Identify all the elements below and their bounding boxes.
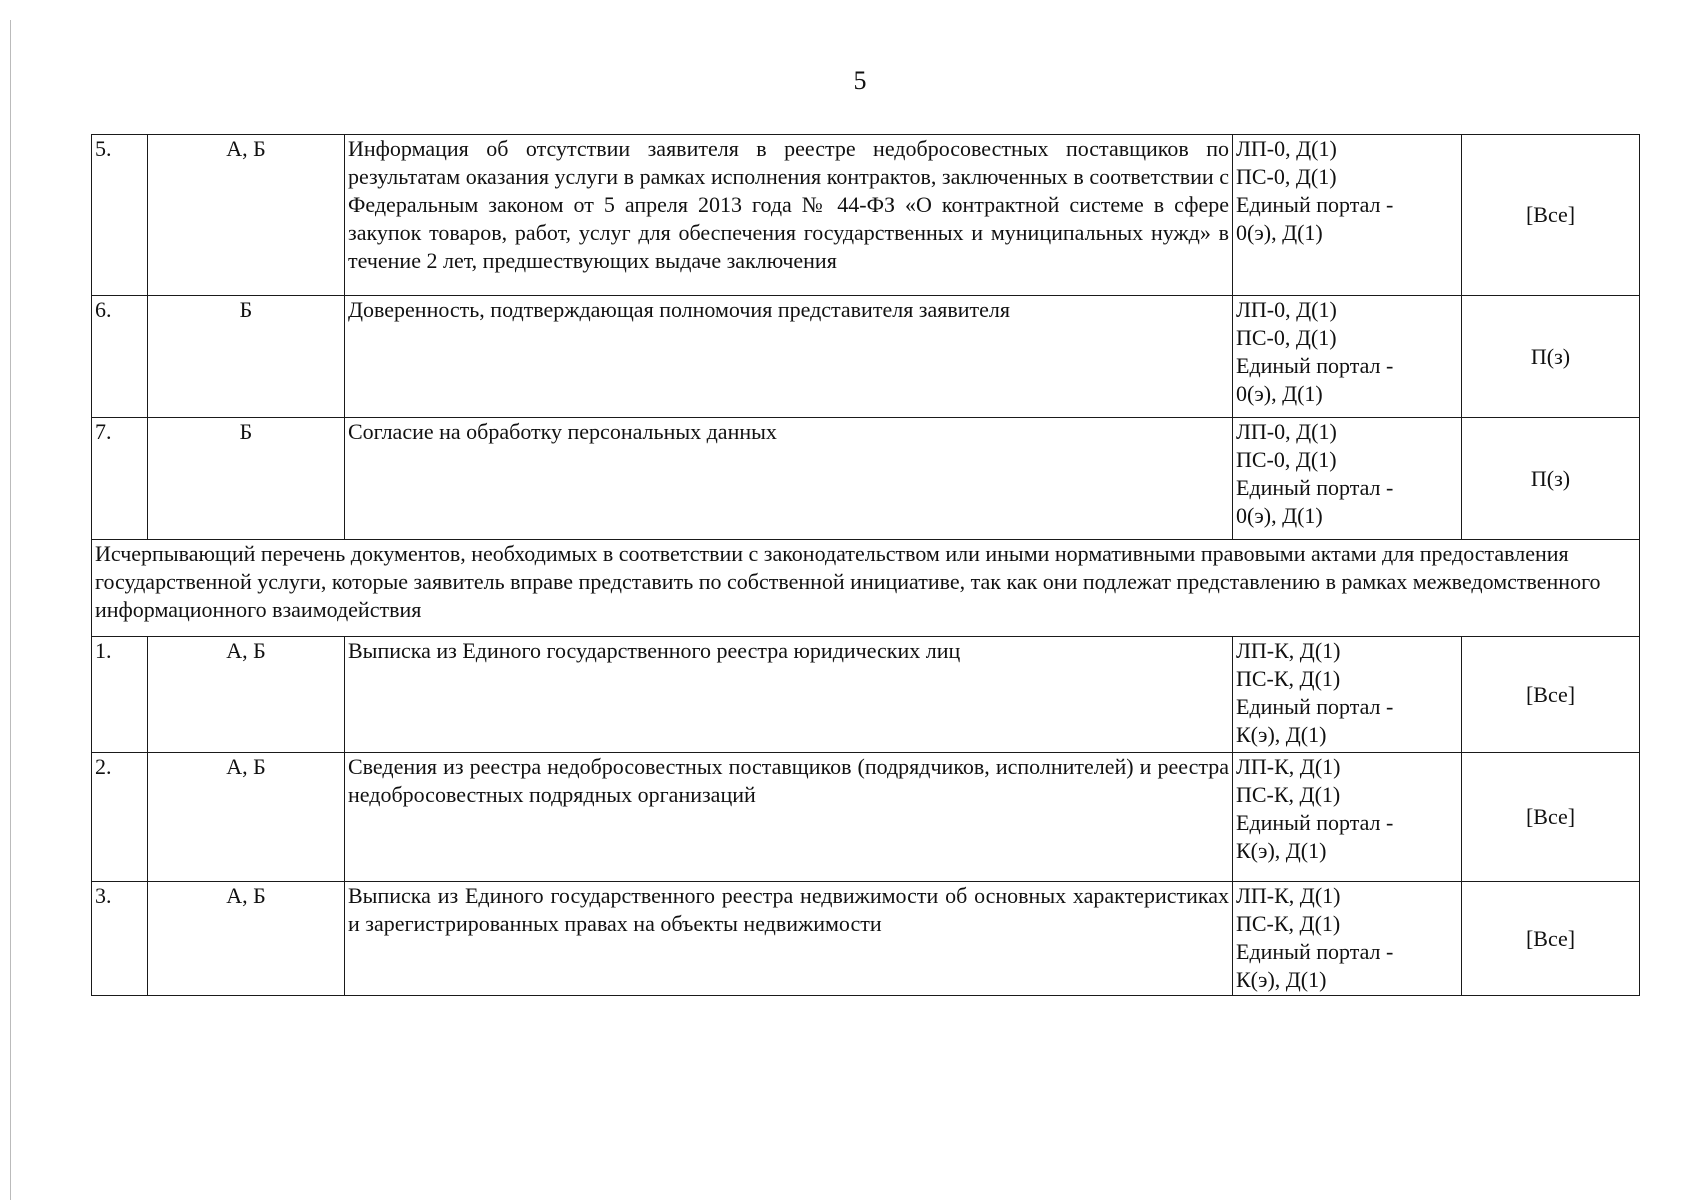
row-description: Доверенность, подтверждающая полномочия представителя заявителя <box>345 296 1233 418</box>
row-number: 6. <box>92 296 148 418</box>
row-category: Б <box>148 296 345 418</box>
format-line: ЛП-К, Д(1) <box>1236 638 1341 663</box>
table-row <box>92 135 1640 296</box>
row-description: Выписка из Единого государственного реестра юридических лиц <box>345 637 1233 753</box>
row-number: 3. <box>92 882 148 996</box>
row-format <box>1233 135 1462 296</box>
format-line: ЛП-0, Д(1) <box>1236 136 1337 161</box>
row-description: Выписка из Единого государственного реестра недвижимости об основных характеристиках и зарегистрированных правах на объекты недвижимости <box>345 882 1233 996</box>
row-format <box>1233 753 1462 882</box>
row-result: [Все] <box>1462 753 1640 882</box>
section-header-row <box>92 540 1640 637</box>
row-result: [Все] <box>1462 882 1640 996</box>
row-category: Б <box>148 418 345 540</box>
row-category: А, Б <box>148 753 345 882</box>
format-line: Единый портал - <box>1236 475 1394 500</box>
page-edge-line <box>10 20 11 1200</box>
format-line: К(э), Д(1) <box>1236 722 1327 747</box>
format-line: 0(э), Д(1) <box>1236 381 1323 406</box>
row-result: [Все] <box>1462 637 1640 753</box>
format-line: ПС-0, Д(1) <box>1236 164 1337 189</box>
row-number: 2. <box>92 753 148 882</box>
row-number: 7. <box>92 418 148 540</box>
format-line: Единый портал - <box>1236 192 1394 217</box>
row-format <box>1233 637 1462 753</box>
row-number: 5. <box>92 135 148 296</box>
format-line: ПС-К, Д(1) <box>1236 666 1341 691</box>
format-line: ПС-К, Д(1) <box>1236 782 1341 807</box>
row-result: [Все] <box>1462 135 1640 296</box>
format-line: ЛП-К, Д(1) <box>1236 754 1341 779</box>
format-line: Единый портал - <box>1236 353 1394 378</box>
format-line: К(э), Д(1) <box>1236 838 1327 863</box>
documents-table <box>91 134 1640 996</box>
format-line: ЛП-К, Д(1) <box>1236 883 1341 908</box>
table-row <box>92 418 1640 540</box>
format-line: ЛП-0, Д(1) <box>1236 297 1337 322</box>
table-row <box>92 296 1640 418</box>
format-line: ПС-0, Д(1) <box>1236 325 1337 350</box>
format-line: ПС-0, Д(1) <box>1236 447 1337 472</box>
row-category: А, Б <box>148 882 345 996</box>
format-line: Единый портал - <box>1236 810 1394 835</box>
row-format <box>1233 882 1462 996</box>
table-row <box>92 882 1640 996</box>
row-result: П(з) <box>1462 418 1640 540</box>
format-line: 0(э), Д(1) <box>1236 503 1323 528</box>
row-category: А, Б <box>148 135 345 296</box>
table-row <box>92 753 1640 882</box>
row-format <box>1233 296 1462 418</box>
row-result: П(з) <box>1462 296 1640 418</box>
table-row <box>92 637 1640 753</box>
row-description: Согласие на обработку персональных данных <box>345 418 1233 540</box>
format-line: ПС-К, Д(1) <box>1236 911 1341 936</box>
format-line: К(э), Д(1) <box>1236 967 1327 992</box>
row-format <box>1233 418 1462 540</box>
row-description: Информация об отсутствии заявителя в реестре недобросовестных поставщиков по результатам оказания услуги в рамках исполнения контрактов, заключенных в соответствии с Федеральным законом от 5 апреля 2013 года № 44-ФЗ «О контрактной системе в сфере закупок товаров, работ, услуг для обеспечения государственных и муниципальных нужд» в течение 2 лет, предшествующих выдаче заключения <box>345 135 1233 296</box>
format-line: Единый портал - <box>1236 939 1394 964</box>
row-description: Сведения из реестра недобросовестных поставщиков (подрядчиков, исполнителей) и реестра недобросовестных подрядных организаций <box>345 753 1233 882</box>
format-line: ЛП-0, Д(1) <box>1236 419 1337 444</box>
page-number: 5 <box>853 66 867 95</box>
format-line: 0(э), Д(1) <box>1236 220 1323 245</box>
row-category: А, Б <box>148 637 345 753</box>
row-number: 1. <box>92 637 148 753</box>
format-line: Единый портал - <box>1236 694 1394 719</box>
section-header: Исчерпывающий перечень документов, необходимых в соответствии с законодательством или иными нормативными правовыми актами для предоставления государственной услуги, которые заявитель вправе представить по собственной инициативе, так как они подлежат представлению в рамках межведомственного информационного взаимодействия <box>92 540 1640 637</box>
